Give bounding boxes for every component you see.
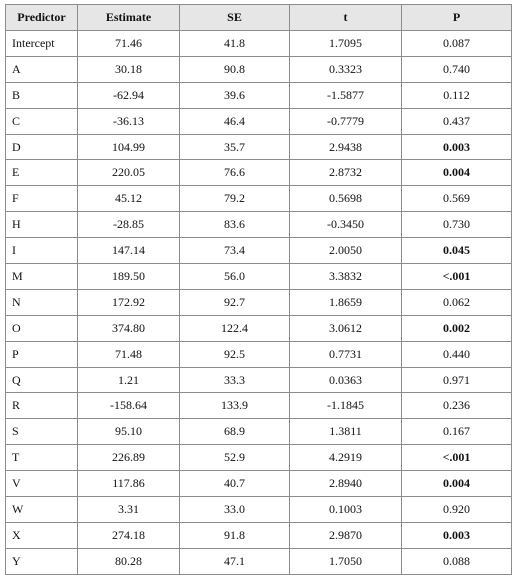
cell-predictor: T <box>6 445 78 471</box>
cell-predictor: M <box>6 264 78 290</box>
cell-se: 122.4 <box>180 315 290 341</box>
cell-p: 0.437 <box>402 108 512 134</box>
cell-estimate: 45.12 <box>78 186 180 212</box>
cell-t: 0.1003 <box>290 497 402 523</box>
table-row <box>6 264 512 290</box>
table-row <box>6 238 512 264</box>
cell-p: 0.002 <box>402 315 512 341</box>
cell-estimate: 95.10 <box>78 419 180 445</box>
table-row <box>6 445 512 471</box>
cell-se: 73.4 <box>180 238 290 264</box>
header-row <box>6 5 512 31</box>
table-row <box>6 160 512 186</box>
table-row <box>6 471 512 497</box>
table-row <box>6 315 512 341</box>
cell-t: 3.3832 <box>290 264 402 290</box>
cell-p: 0.167 <box>402 419 512 445</box>
cell-estimate: 226.89 <box>78 445 180 471</box>
regression-table <box>5 4 512 575</box>
cell-p: 0.004 <box>402 471 512 497</box>
cell-se: 41.8 <box>180 31 290 57</box>
cell-se: 46.4 <box>180 108 290 134</box>
cell-estimate: -36.13 <box>78 108 180 134</box>
table-row <box>6 56 512 82</box>
cell-t: 1.3811 <box>290 419 402 445</box>
cell-predictor: X <box>6 522 78 548</box>
cell-t: 0.0363 <box>290 367 402 393</box>
cell-se: 39.6 <box>180 82 290 108</box>
table-row <box>6 522 512 548</box>
cell-predictor: B <box>6 82 78 108</box>
cell-estimate: 274.18 <box>78 522 180 548</box>
cell-p: <.001 <box>402 445 512 471</box>
cell-p: 0.087 <box>402 31 512 57</box>
cell-estimate: 71.46 <box>78 31 180 57</box>
header-estimate: Estimate <box>78 5 180 31</box>
cell-p: 0.062 <box>402 289 512 315</box>
cell-se: 133.9 <box>180 393 290 419</box>
cell-predictor: Y <box>6 548 78 574</box>
cell-se: 47.1 <box>180 548 290 574</box>
table-row <box>6 134 512 160</box>
table-row <box>6 108 512 134</box>
cell-predictor: N <box>6 289 78 315</box>
cell-se: 35.7 <box>180 134 290 160</box>
header-p: P <box>402 5 512 31</box>
table-row <box>6 419 512 445</box>
cell-estimate: 220.05 <box>78 160 180 186</box>
cell-se: 83.6 <box>180 212 290 238</box>
cell-estimate: 3.31 <box>78 497 180 523</box>
cell-p: <.001 <box>402 264 512 290</box>
table-row <box>6 367 512 393</box>
table-row <box>6 393 512 419</box>
cell-t: 2.9438 <box>290 134 402 160</box>
table-row <box>6 31 512 57</box>
table-row <box>6 289 512 315</box>
cell-predictor: C <box>6 108 78 134</box>
cell-p: 0.045 <box>402 238 512 264</box>
cell-t: 1.7095 <box>290 31 402 57</box>
cell-t: -1.1845 <box>290 393 402 419</box>
cell-predictor: E <box>6 160 78 186</box>
table-row <box>6 497 512 523</box>
cell-estimate: 117.86 <box>78 471 180 497</box>
cell-estimate: 1.21 <box>78 367 180 393</box>
cell-predictor: Intercept <box>6 31 78 57</box>
cell-predictor: V <box>6 471 78 497</box>
cell-p: 0.730 <box>402 212 512 238</box>
cell-t: 0.7731 <box>290 341 402 367</box>
cell-se: 33.3 <box>180 367 290 393</box>
cell-predictor: D <box>6 134 78 160</box>
cell-predictor: O <box>6 315 78 341</box>
cell-t: 2.9870 <box>290 522 402 548</box>
cell-estimate: -28.85 <box>78 212 180 238</box>
cell-t: -0.3450 <box>290 212 402 238</box>
cell-predictor: S <box>6 419 78 445</box>
table-row <box>6 341 512 367</box>
table-row <box>6 186 512 212</box>
cell-t: 4.2919 <box>290 445 402 471</box>
cell-p: 0.971 <box>402 367 512 393</box>
cell-estimate: 71.48 <box>78 341 180 367</box>
cell-estimate: 147.14 <box>78 238 180 264</box>
cell-predictor: P <box>6 341 78 367</box>
regression-table-container <box>5 4 511 575</box>
cell-se: 40.7 <box>180 471 290 497</box>
table-row <box>6 212 512 238</box>
cell-predictor: F <box>6 186 78 212</box>
cell-se: 92.5 <box>180 341 290 367</box>
cell-se: 79.2 <box>180 186 290 212</box>
cell-t: 1.7050 <box>290 548 402 574</box>
cell-p: 0.440 <box>402 341 512 367</box>
cell-t: -1.5877 <box>290 82 402 108</box>
cell-predictor: A <box>6 56 78 82</box>
cell-p: 0.003 <box>402 134 512 160</box>
cell-estimate: 374.80 <box>78 315 180 341</box>
cell-se: 33.0 <box>180 497 290 523</box>
cell-predictor: H <box>6 212 78 238</box>
cell-t: -0.7779 <box>290 108 402 134</box>
cell-estimate: -62.94 <box>78 82 180 108</box>
table-row <box>6 548 512 574</box>
cell-predictor: W <box>6 497 78 523</box>
cell-predictor: Q <box>6 367 78 393</box>
cell-estimate: -158.64 <box>78 393 180 419</box>
header-se: SE <box>180 5 290 31</box>
cell-estimate: 80.28 <box>78 548 180 574</box>
cell-se: 90.8 <box>180 56 290 82</box>
cell-se: 91.8 <box>180 522 290 548</box>
cell-p: 0.112 <box>402 82 512 108</box>
cell-estimate: 172.92 <box>78 289 180 315</box>
cell-se: 68.9 <box>180 419 290 445</box>
cell-se: 56.0 <box>180 264 290 290</box>
cell-predictor: R <box>6 393 78 419</box>
table-body <box>6 31 512 575</box>
cell-estimate: 104.99 <box>78 134 180 160</box>
cell-p: 0.236 <box>402 393 512 419</box>
header-predictor: Predictor <box>6 5 78 31</box>
cell-t: 0.5698 <box>290 186 402 212</box>
cell-p: 0.920 <box>402 497 512 523</box>
cell-se: 76.6 <box>180 160 290 186</box>
cell-estimate: 30.18 <box>78 56 180 82</box>
header-t: t <box>290 5 402 31</box>
cell-se: 52.9 <box>180 445 290 471</box>
cell-p: 0.088 <box>402 548 512 574</box>
table-header <box>6 5 512 31</box>
cell-p: 0.003 <box>402 522 512 548</box>
table-row <box>6 82 512 108</box>
cell-p: 0.004 <box>402 160 512 186</box>
cell-se: 92.7 <box>180 289 290 315</box>
cell-t: 2.0050 <box>290 238 402 264</box>
cell-predictor: I <box>6 238 78 264</box>
cell-t: 2.8940 <box>290 471 402 497</box>
cell-t: 0.3323 <box>290 56 402 82</box>
cell-estimate: 189.50 <box>78 264 180 290</box>
cell-t: 1.8659 <box>290 289 402 315</box>
cell-t: 2.8732 <box>290 160 402 186</box>
cell-t: 3.0612 <box>290 315 402 341</box>
cell-p: 0.740 <box>402 56 512 82</box>
cell-p: 0.569 <box>402 186 512 212</box>
